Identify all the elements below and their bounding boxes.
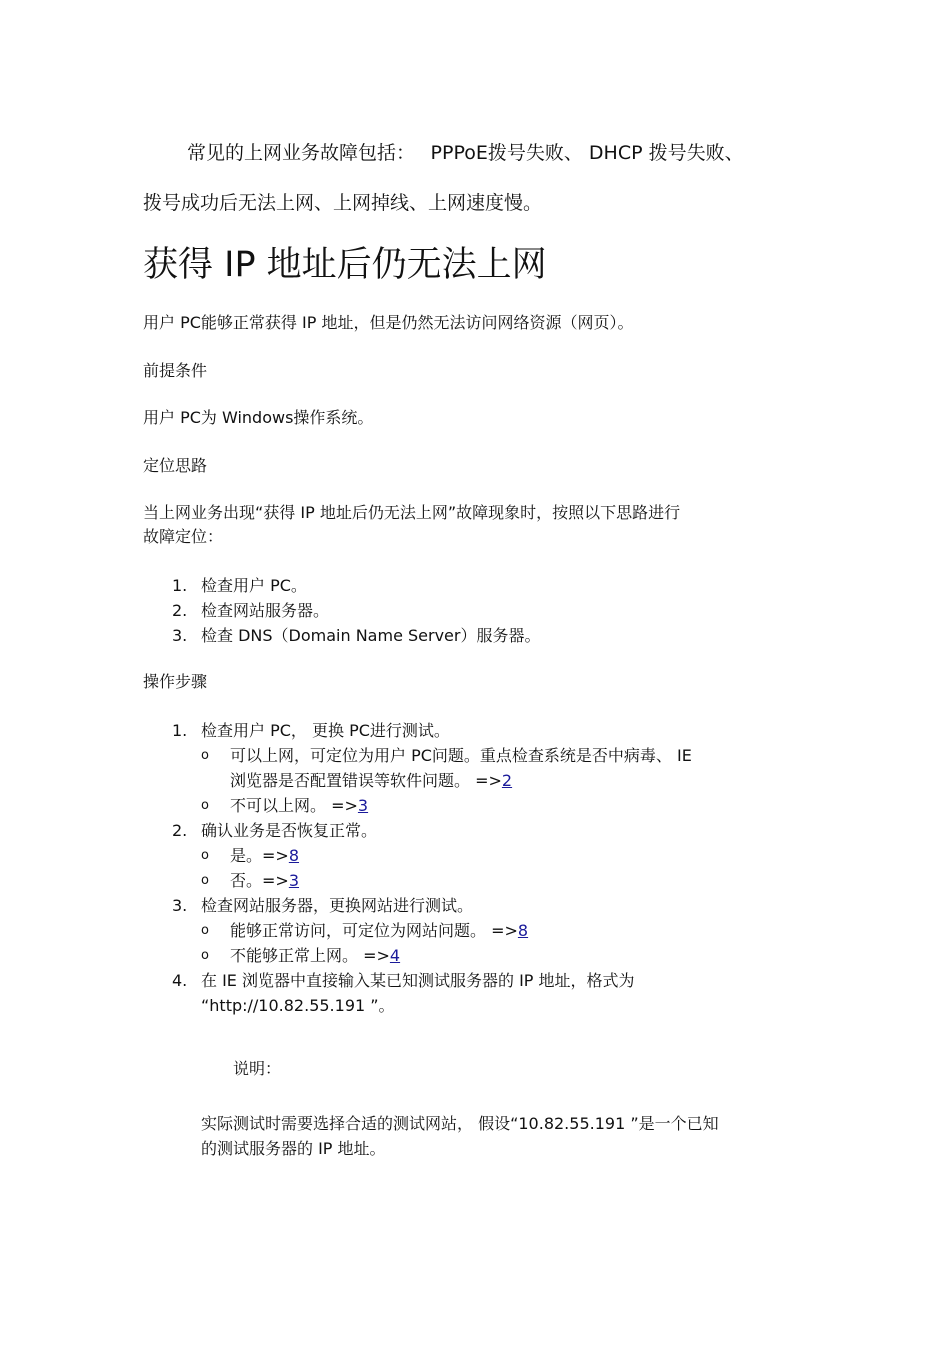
bullet-icon: o: [201, 923, 209, 938]
section-heading: 获得 IP 地址后仍无法上网: [143, 245, 547, 285]
goto-step-link[interactable]: 8: [517, 921, 529, 940]
step-2-option-1: o 是。=>8: [172, 843, 812, 868]
list-item: 1. 检查用户 PC。: [172, 576, 307, 595]
step-1-option-1: o 可以上网，可定位为用户 PC问题。重点检查系统是否中病毒、 IE 浏览器是否配置错误等软件问题。 =>2: [172, 743, 812, 793]
goto-step-link[interactable]: 3: [288, 871, 300, 890]
step-3-option-2: o 不能够正常上网。 =>4: [172, 943, 812, 968]
list-item: 2. 检查网站服务器。: [172, 601, 330, 620]
bullet-icon: o: [201, 848, 209, 863]
steps-list: [172, 718, 812, 1018]
intro-line-1: 常见的上网业务故障包括： PPPoE拨号失败、 DHCP 拨号失败、: [187, 142, 744, 164]
steps-title: 操作步骤: [143, 672, 208, 691]
bullet-icon: o: [201, 798, 209, 813]
preconditions-title: 前提条件: [143, 361, 208, 380]
intro-paragraph: [143, 128, 813, 228]
goto-step-link[interactable]: 8: [288, 846, 300, 865]
note-body: 实际测试时需要选择合适的测试网站， 假设“10.82.55.191 ”是一个已知 的测试服务器的 IP 地址。: [201, 1114, 719, 1158]
preconditions-text: 用户 PC为 Windows操作系统。: [143, 408, 374, 427]
bullet-icon: o: [201, 873, 209, 888]
approach-list: [172, 573, 812, 648]
approach-title: 定位思路: [143, 456, 208, 475]
goto-step-link[interactable]: 4: [389, 946, 401, 965]
list-item: 3. 检查 DNS（Domain Name Server）服务器。: [172, 626, 541, 645]
step-2-option-2: o 否。=>3: [172, 868, 812, 893]
goto-step-link[interactable]: 2: [501, 771, 513, 790]
step-3-option-1: o 能够正常访问，可定位为网站问题。 =>8: [172, 918, 812, 943]
bullet-icon: o: [201, 948, 209, 963]
step-1: 1. 检查用户 PC， 更换 PC进行测试。: [172, 721, 450, 740]
step-3: 3. 检查网站服务器，更换网站进行测试。: [172, 896, 474, 915]
bullet-icon: o: [201, 748, 209, 763]
note-label: 说明：: [233, 1059, 282, 1078]
description-text: 用户 PC能够正常获得 IP 地址，但是仍然无法访问网络资源（网页）。: [143, 313, 634, 332]
step-2: 2. 确认业务是否恢复正常。: [172, 821, 378, 840]
approach-text: 当上网业务出现“获得 IP 地址后仍无法上网”故障现象时，按照以下思路进行 故障定位：: [143, 503, 681, 546]
goto-step-link[interactable]: 3: [357, 796, 369, 815]
step-1-option-2: o 不可以上网。 =>3: [172, 793, 812, 818]
step-4: 4. 在 IE 浏览器中直接输入某已知测试服务器的 IP 地址，格式为 “http://10.82.55.191 ”。: [172, 971, 635, 1015]
intro-line-2: 拨号成功后无法上网、上网掉线、上网速度慢。: [143, 192, 543, 214]
